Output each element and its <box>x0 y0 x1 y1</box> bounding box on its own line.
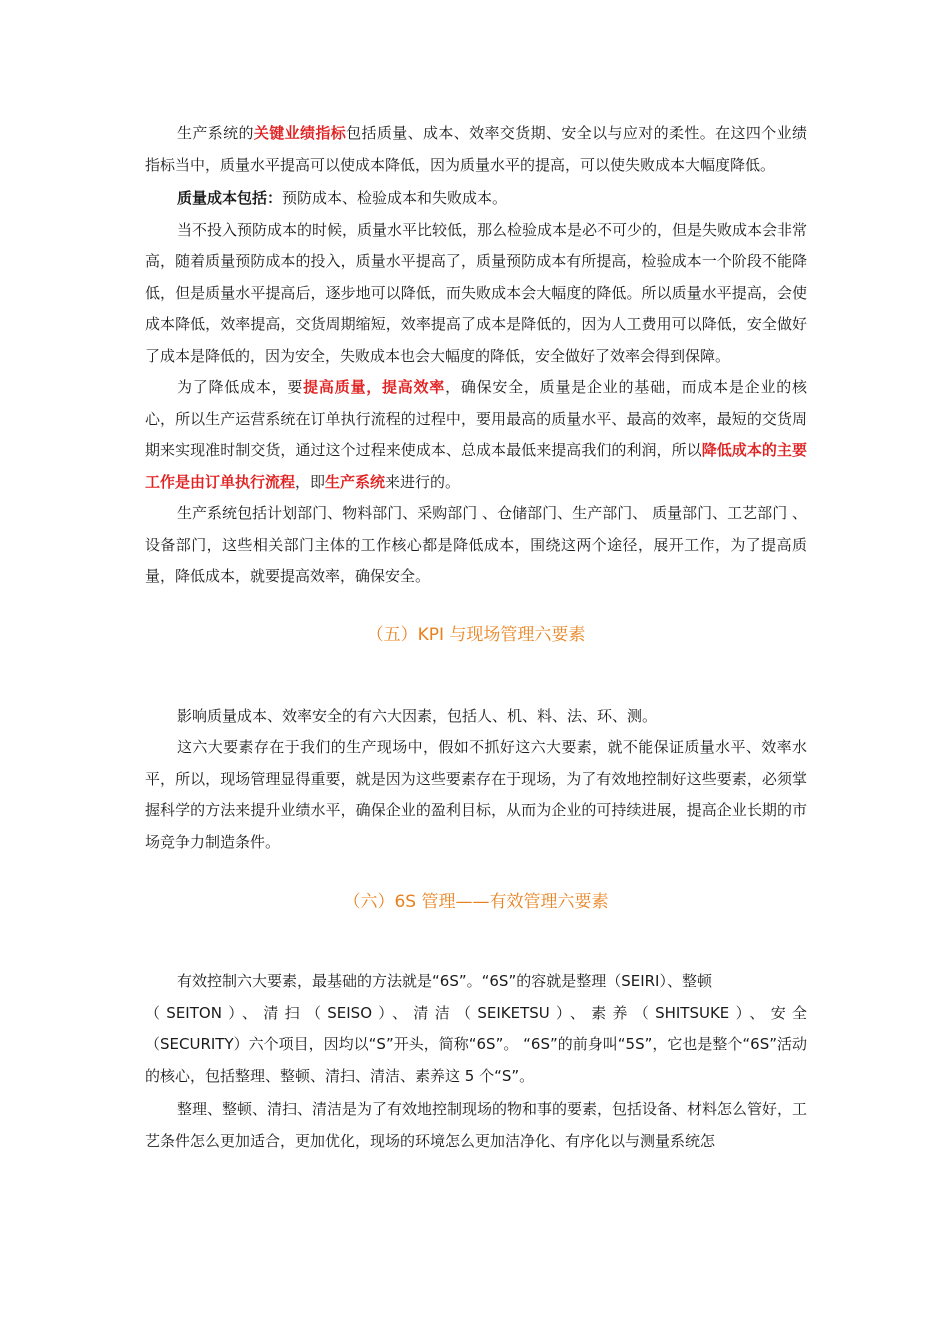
highlight-production-system: 生产系统 <box>325 472 386 491</box>
paragraph-prevention-cost: 当不投入预防成本的时候，质量水平比较低，那么检验成本是必不可少的，但是失败成本会非常高，随着质量预防成本的投入，质量水平提高了，质量预防成本有所提高，检验成本一个阶段不能降低，但是质量水平提高后，逐步地可以降低，而失败成本会大幅度的降低。所以质量水平提高，会使成本降低，效率提高，交货周期缩短，效率提高了成本是降低的，因为人工费用可以降低，安全做好了成本是降低的，因为安全，失败成本也会大幅度的降低，安全做好了效率会得到保障。 <box>145 220 808 365</box>
text-span: ，即 <box>295 472 326 491</box>
paragraph-site-management: 这六大要素存在于我们的生产现场中，假如不抓好这六大要素，就不能保证质量水平、效率水平，所以，现场管理显得重要，就是因为这些要素存在于现场，为了有效地控制好这些要素，必须掌握科学的方法来提升业绩水平，确保企业的盈利目标，从而为企业的可持续进展，提高企业长期的市场竞争力制造条件。 <box>145 738 807 851</box>
paragraph-quality-cost <box>145 183 807 215</box>
paragraph-6s-line1: 有效控制六大要素，最基础的方法就是“6S”。“6S”的容就是整理（SEIRI）、整顿 <box>177 972 712 990</box>
text-span: 生产系统的 <box>177 124 254 142</box>
document-page <box>145 118 807 1157</box>
highlight-main-work: 降低成本的主要工作是由订单执行流程 <box>145 441 807 491</box>
paragraph-reduce-cost <box>145 372 807 498</box>
highlight-improve: 提高质量，提高效率 <box>303 378 446 396</box>
paragraph-6s-rest: （SECURITY）六个项目，因均以“S”开头，简称“6S”。 “6S”的前身叫“5S”，它也是整个“6S”活动的核心，包括整理、整顿、清扫、清洁、素养这 5 个“S”。 <box>145 1035 807 1085</box>
bold-label: 质量成本包括： <box>177 189 283 207</box>
text-span: 为了降低成本，要 <box>177 378 304 396</box>
paragraph-kpi-intro <box>145 118 807 181</box>
text-span: 预防成本、检验成本和失败成本。 <box>282 189 508 207</box>
paragraph-6s-elements: 整理、整顿、清扫、清洁是为了有效地控制现场的物和事的要素，包括设备、材料怎么管好，工艺条件怎么更加适合，更加优化，现场的环境怎么更加洁净化、有序化以与测量系统怎 <box>145 1100 808 1150</box>
text-span: ，确保安全，质量是企业的基础，而成本是企业的核心，所以生产运营系统在订单执行流程的过程中，要用最高的质量水平、最高的效率，最短的交货周期来实现准时制交货，通过这个过程来使成本、总成本最低来提高我们的利润，所以 <box>145 378 807 459</box>
text-span: 来进行的。 <box>385 472 461 491</box>
paragraph-departments: 生产系统包括计划部门、物料部门、采购部门 、仓储部门、生产部门、 质量部门、工艺部门 、设备部门，这些相关部门主体的工作核心都是降低成本，围绕这两个途径，展开工作，为了提高质量，降低成本，就要提高效率，确保安全。 <box>145 504 807 585</box>
text-span: 包括质量、成本、效率交货期、安全以与应对的柔性。在这四个业绩指标当中，质量水平提高可以使成本降低，因为质量水平的提高，可以使失败成本大幅度降低。 <box>145 124 807 174</box>
highlight-key-kpi: 关键业绩指标 <box>253 124 347 142</box>
section-heading-six: （六）6S 管理——有效管理六要素 <box>343 892 609 912</box>
section-heading-five: （五）KPI 与现场管理六要素 <box>366 624 586 645</box>
paragraph-6s-line2: （SEITON）、清扫（SEISO）、清洁（SEIKETSU）、素养（SHITSUKE）、安全 <box>145 1003 807 1022</box>
paragraph-six-factors: 影响质量成本、效率安全的有六大因素，包括人、机、料、法、环、测。 <box>177 706 658 725</box>
